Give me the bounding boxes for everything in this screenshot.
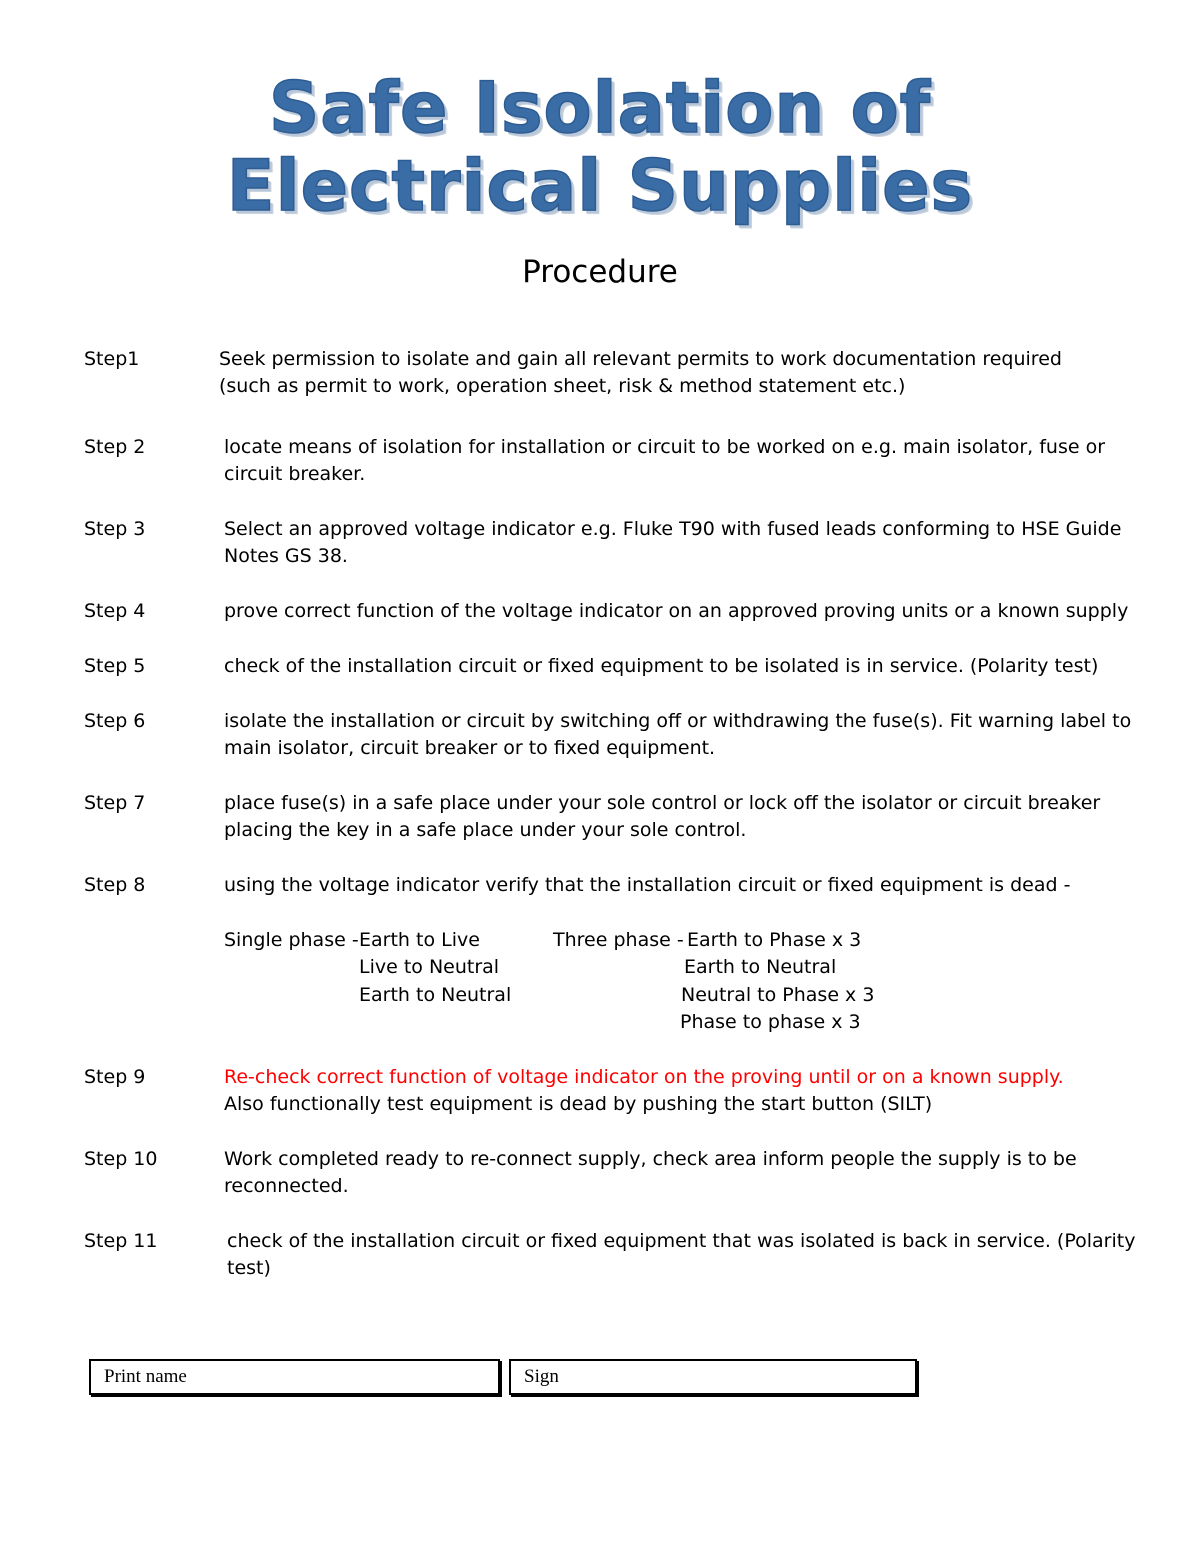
three-phase-test: Earth to Neutral — [684, 956, 837, 978]
step-label: Step1 — [84, 348, 140, 370]
step-text-line: main isolator, circuit breaker or to fixed equipment. — [224, 737, 716, 759]
step-label: Step 7 — [84, 792, 146, 814]
step-label: Step 2 — [84, 436, 146, 458]
step-text-line: circuit breaker. — [224, 463, 366, 485]
step-text — [224, 708, 1132, 762]
single-phase-test: Earth to Neutral — [359, 984, 512, 1006]
step-text-line: isolate the installation or circuit by switching off or withdrawing the fuse(s). Fit warning label to — [224, 710, 1132, 732]
step-text-line: placing the key in a safe place under your sole control. — [224, 819, 747, 841]
sign-field[interactable] — [509, 1359, 917, 1395]
step-label: Step 4 — [84, 600, 146, 622]
step-label: Step 11 — [84, 1230, 158, 1252]
step-label: Step 6 — [84, 710, 146, 732]
step-text — [224, 1064, 1119, 1118]
step-label: Step 5 — [84, 655, 146, 677]
step-text-line: check of the installation circuit or fixed equipment to be isolated is in service. (Polarity test) — [224, 655, 1099, 677]
step-text — [224, 1146, 1119, 1200]
step-text-line: Work completed ready to re-connect supply, check area inform people the supply is to be — [224, 1148, 1077, 1170]
three-phase-label: Three phase - — [553, 929, 684, 951]
step-text — [224, 872, 1119, 899]
page-subtitle: Procedure — [522, 254, 678, 290]
step-label: Step 3 — [84, 518, 146, 540]
single-phase-test: Live to Neutral — [359, 956, 500, 978]
step-text-line: locate means of isolation for installation or circuit to be worked on e.g. main isolator, fuse or — [224, 436, 1106, 458]
single-phase-label: Single phase - — [224, 929, 359, 951]
step-text-line: test) — [227, 1257, 271, 1279]
step-text — [224, 434, 1119, 488]
three-phase-test: Earth to Phase x 3 — [687, 929, 862, 951]
print-name-label: Print name — [104, 1366, 187, 1387]
step-label: Step 8 — [84, 874, 146, 896]
step-text — [219, 346, 1114, 400]
page-title-line-2: Electrical Supplies — [226, 145, 974, 227]
step-text-line: Also functionally test equipment is dead by pushing the start button (SILT) — [224, 1093, 933, 1115]
step-text — [224, 790, 1119, 844]
page-title-line-1: Safe Isolation of — [268, 67, 932, 149]
print-name-field[interactable] — [89, 1359, 500, 1395]
phase-tests — [224, 927, 1124, 1037]
three-phase-test: Phase to phase x 3 — [680, 1011, 861, 1033]
step-label: Step 9 — [84, 1066, 146, 1088]
step-text-line: (such as permit to work, operation sheet, risk & method statement etc.) — [219, 375, 906, 397]
step-text-line: using the voltage indicator verify that the installation circuit or fixed equipment is dead - — [224, 874, 1071, 896]
step-text — [227, 1228, 1136, 1282]
step-text-warning-line: Re-check correct function of voltage indicator on the proving until or on a known supply. — [224, 1066, 1064, 1088]
step-label: Step 10 — [84, 1148, 158, 1170]
sign-label: Sign — [524, 1366, 559, 1387]
three-phase-test: Neutral to Phase x 3 — [681, 984, 875, 1006]
step-text — [224, 516, 1122, 570]
step-text-line: Seek permission to isolate and gain all relevant permits to work documentation required — [219, 348, 1062, 370]
step-text-line: check of the installation circuit or fixed equipment that was isolated is back in service. (Polarity — [227, 1230, 1136, 1252]
step-text-line: place fuse(s) in a safe place under your sole control or lock off the isolator or circuit breaker — [224, 792, 1101, 814]
step-text — [224, 653, 1119, 680]
step-text-line: Notes GS 38. — [224, 545, 348, 567]
step-text-line: reconnected. — [224, 1175, 349, 1197]
step-text-line: Select an approved voltage indicator e.g. Fluke T90 with fused leads conforming to HSE Guide — [224, 518, 1122, 540]
step-text-line: prove correct function of the voltage indicator on an approved proving units or a known supply — [224, 600, 1129, 622]
single-phase-test: Earth to Live — [359, 929, 480, 951]
step-text — [224, 598, 1129, 625]
